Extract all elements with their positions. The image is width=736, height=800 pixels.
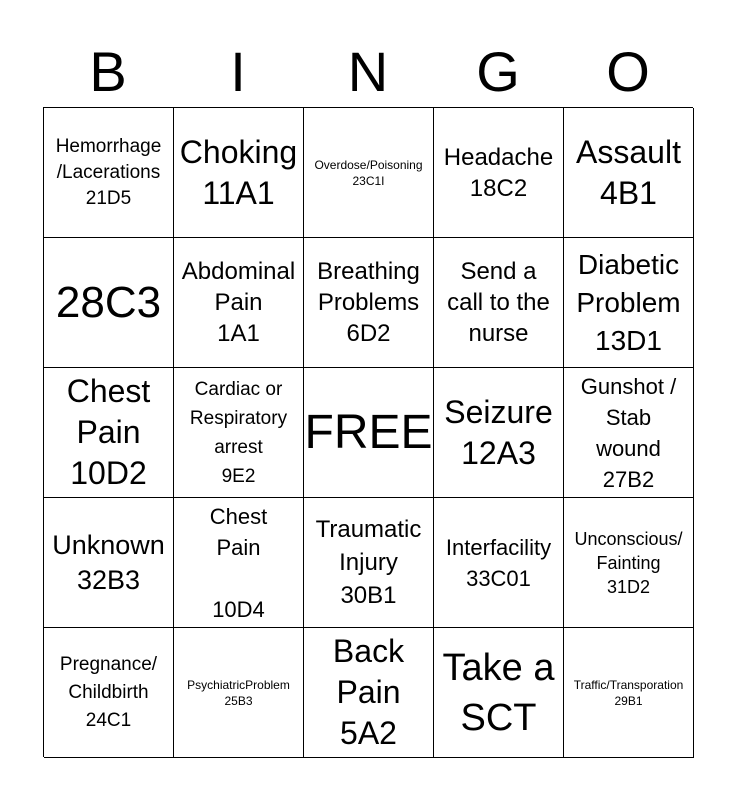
bingo-cell[interactable]: Headache 18C2 <box>434 108 564 238</box>
bingo-cell[interactable]: Seizure 12A3 <box>434 368 564 498</box>
free-space[interactable]: FREE <box>304 368 434 498</box>
bingo-cell[interactable]: Take a SCT <box>434 628 564 758</box>
bingo-cell[interactable]: Overdose/Poisoning 23C1I <box>304 108 434 238</box>
bingo-cell[interactable]: Choking 11A1 <box>174 108 304 238</box>
bingo-cell[interactable]: Cardiac or Respiratory arrest 9E2 <box>174 368 304 498</box>
bingo-cell[interactable]: Pregnance/ Childbirth 24C1 <box>44 628 174 758</box>
bingo-cell[interactable]: 28C3 <box>44 238 174 368</box>
bingo-cell[interactable]: PsychiatricProblem 25B3 <box>174 628 304 758</box>
header-letter-i: I <box>230 40 246 103</box>
bingo-board <box>43 107 693 757</box>
bingo-cell[interactable]: Hemorrhage /Lacerations 21D5 <box>44 108 174 238</box>
header-letter-g: G <box>476 40 520 103</box>
bingo-cell[interactable]: Traumatic Injury 30B1 <box>304 498 434 628</box>
bingo-cell[interactable]: Back Pain 5A2 <box>304 628 434 758</box>
bingo-cell[interactable]: Interfacility 33C01 <box>434 498 564 628</box>
bingo-cell[interactable]: Unknown 32B3 <box>44 498 174 628</box>
bingo-cell[interactable]: Chest Pain 10D4 <box>174 498 304 628</box>
bingo-header <box>43 36 693 108</box>
bingo-cell[interactable]: Abdominal Pain 1A1 <box>174 238 304 368</box>
bingo-cell[interactable]: Traffic/Transporation 29B1 <box>564 628 694 758</box>
bingo-cell[interactable]: Breathing Problems 6D2 <box>304 238 434 368</box>
bingo-cell[interactable]: Unconscious/ Fainting 31D2 <box>564 498 694 628</box>
bingo-cell[interactable]: Chest Pain 10D2 <box>44 368 174 498</box>
bingo-cell[interactable]: Gunshot / Stab wound 27B2 <box>564 368 694 498</box>
bingo-cell[interactable]: Send a call to the nurse <box>434 238 564 368</box>
bingo-cell[interactable]: Assault 4B1 <box>564 108 694 238</box>
bingo-cell[interactable]: Diabetic Problem 13D1 <box>564 238 694 368</box>
header-letter-o: O <box>606 40 650 103</box>
header-letter-b: B <box>89 40 127 103</box>
header-letter-n: N <box>347 40 389 103</box>
